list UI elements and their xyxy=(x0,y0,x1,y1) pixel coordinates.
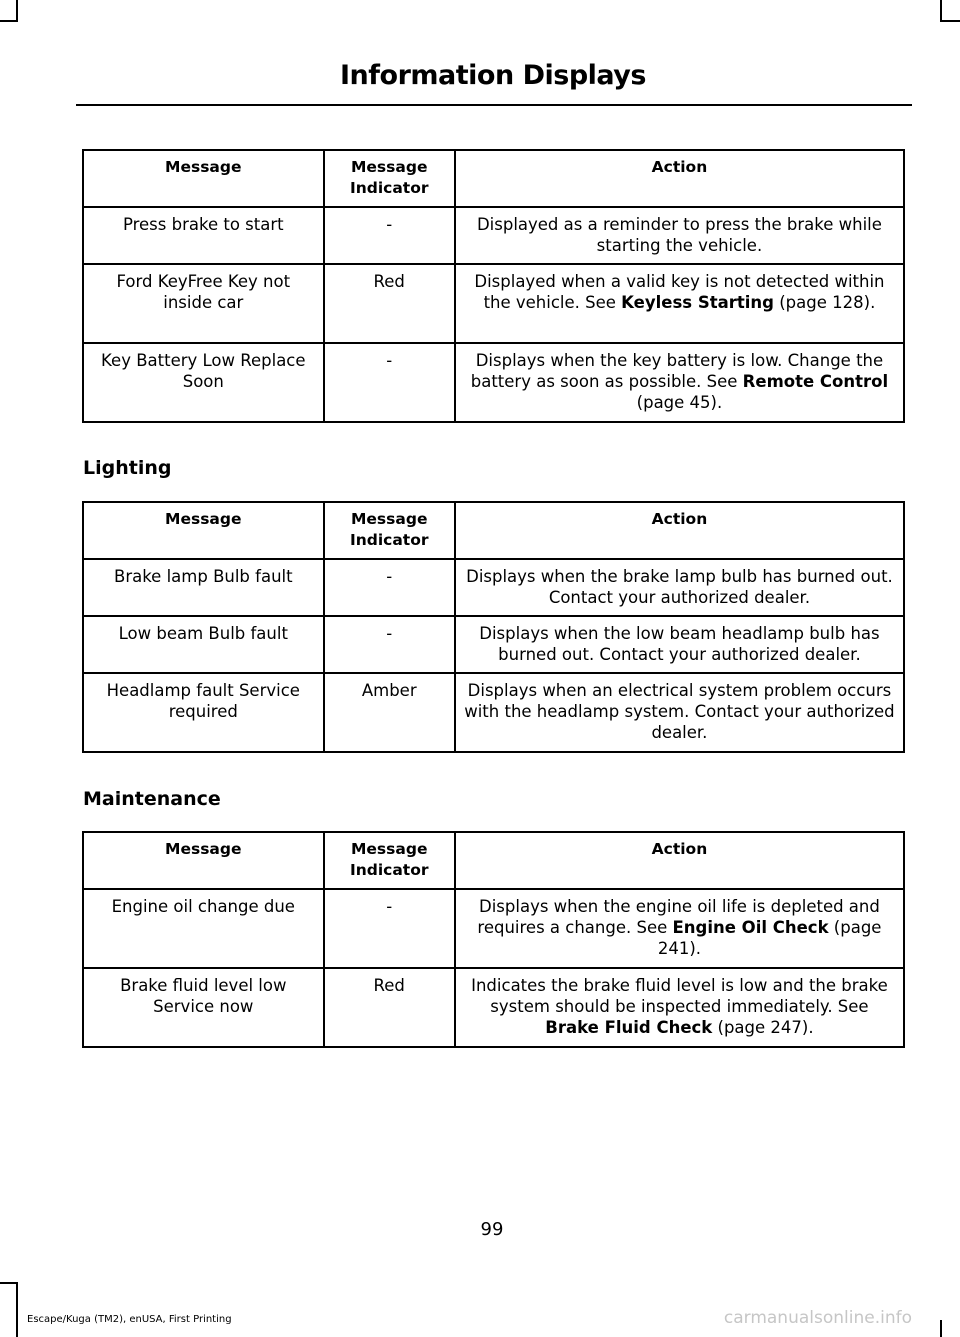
page-reference: (page 45). xyxy=(636,393,723,412)
crop-mark-top-right xyxy=(940,0,942,22)
message-cell: Low beam Bulb fault xyxy=(83,616,324,673)
column-header-message: Message xyxy=(83,502,324,559)
crop-mark-top-left xyxy=(16,0,18,22)
table-row xyxy=(83,889,904,968)
crop-mark-top-left-horizontal xyxy=(0,20,18,22)
crop-mark-bottom-right xyxy=(940,1320,942,1337)
message-cell: Press brake to start xyxy=(83,207,324,264)
message-cell: Brake fluid level low Service now xyxy=(83,968,324,1047)
page-reference: (page 241). xyxy=(657,918,882,958)
action-cell xyxy=(455,968,904,1047)
action-text: Displays when the key battery is low. Change the battery as soon as possible. See xyxy=(470,351,884,391)
action-cell xyxy=(455,264,904,343)
message-cell: Headlamp fault Service required xyxy=(83,673,324,752)
action-cell xyxy=(455,889,904,968)
page-title: Information Displays xyxy=(340,60,646,91)
cross-reference-link[interactable]: Remote Control xyxy=(742,372,889,391)
action-text: Displays when an electrical system problem occurs with the headlamp system. Contact your authorized dealer. xyxy=(464,681,895,742)
column-header-message: Message xyxy=(83,150,324,207)
crop-mark-bottom-left xyxy=(16,1282,18,1337)
indicator-cell: Amber xyxy=(324,673,455,752)
table-header-row xyxy=(83,832,904,889)
cross-reference-link[interactable]: Engine Oil Check xyxy=(672,918,829,937)
message-cell: Brake lamp Bulb fault xyxy=(83,559,324,616)
table-row xyxy=(83,559,904,616)
action-text: Displays when the low beam headlamp bulb has burned out. Contact your authorized dealer. xyxy=(479,624,880,664)
action-cell xyxy=(455,616,904,673)
table-header-row xyxy=(83,150,904,207)
indicator-cell: - xyxy=(324,343,455,422)
table-row xyxy=(83,343,904,422)
message-cell: Key Battery Low Replace Soon xyxy=(83,343,324,422)
message-table-general xyxy=(82,149,905,423)
crop-mark-bottom-left-horizontal xyxy=(0,1282,18,1284)
cross-reference-link[interactable]: Keyless Starting xyxy=(621,293,774,312)
table-header-row xyxy=(83,502,904,559)
table-row xyxy=(83,616,904,673)
action-cell xyxy=(455,207,904,264)
action-cell xyxy=(455,673,904,752)
indicator-cell: Red xyxy=(324,968,455,1047)
section-heading-lighting: Lighting xyxy=(83,457,172,479)
indicator-cell: - xyxy=(324,559,455,616)
column-header-action: Action xyxy=(455,832,904,889)
indicator-cell: Red xyxy=(324,264,455,343)
table-row xyxy=(83,264,904,343)
message-cell: Engine oil change due xyxy=(83,889,324,968)
action-text: Displays when the engine oil life is depleted and requires a change. See xyxy=(477,897,880,937)
indicator-cell: - xyxy=(324,207,455,264)
column-header-action: Action xyxy=(455,502,904,559)
crop-mark-top-right-horizontal xyxy=(940,20,960,22)
cross-reference-link[interactable]: Brake Fluid Check xyxy=(545,1018,713,1037)
column-header-indicator: Message Indicator xyxy=(324,832,455,889)
section-heading-maintenance: Maintenance xyxy=(83,788,221,810)
action-text: Displayed when a valid key is not detected within the vehicle. See xyxy=(474,272,885,312)
page-number: 99 xyxy=(480,1219,504,1240)
page-reference: (page 247). xyxy=(712,1018,814,1037)
action-text: Indicates the brake fluid level is low and the brake system should be inspected immediately. See xyxy=(471,976,888,1016)
watermark: carmanualsonline.info xyxy=(723,1308,912,1328)
table-row xyxy=(83,968,904,1047)
action-text: Displays when the brake lamp bulb has burned out. Contact your authorized dealer. xyxy=(466,567,893,607)
footer-edition-text: Escape/Kuga (TM2), enUSA, First Printing xyxy=(27,1314,232,1325)
table-row xyxy=(83,673,904,752)
action-cell xyxy=(455,559,904,616)
action-text: Displayed as a reminder to press the brake while starting the vehicle. xyxy=(476,215,882,255)
message-cell: Ford KeyFree Key not inside car xyxy=(83,264,324,343)
column-header-indicator: Message Indicator xyxy=(324,502,455,559)
column-header-indicator: Message Indicator xyxy=(324,150,455,207)
action-cell xyxy=(455,343,904,422)
message-table-lighting xyxy=(82,501,905,753)
page-reference: (page 128). xyxy=(774,293,876,312)
column-header-action: Action xyxy=(455,150,904,207)
title-rule xyxy=(76,104,912,106)
indicator-cell: - xyxy=(324,616,455,673)
column-header-message: Message xyxy=(83,832,324,889)
table-row xyxy=(83,207,904,264)
indicator-cell: - xyxy=(324,889,455,968)
message-table-maintenance xyxy=(82,831,905,1048)
